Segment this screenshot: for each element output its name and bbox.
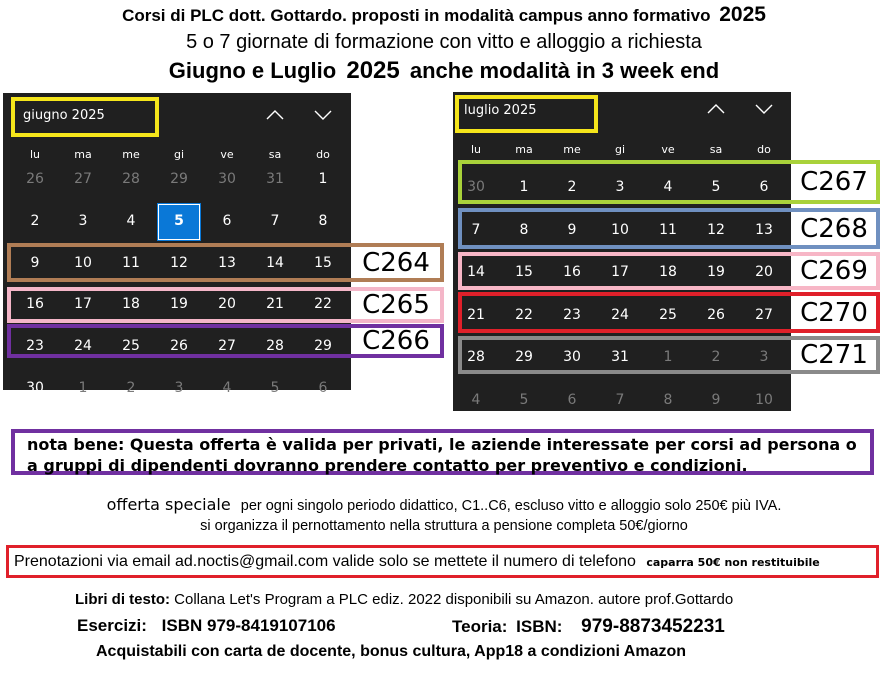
course-label-C271: C271: [792, 340, 876, 370]
calendar-day[interactable]: 27: [755, 306, 773, 323]
esercizi-isbn: ISBN 979-8419107106: [161, 616, 336, 635]
calendar-day[interactable]: 6: [759, 179, 769, 195]
calendar-day[interactable]: 10: [755, 391, 773, 408]
calendar-day[interactable]: 24: [74, 338, 92, 355]
header-line-3-a: Giugno e Luglio: [168, 58, 337, 83]
teoria-line: [452, 616, 725, 638]
calendar-day[interactable]: 9: [30, 254, 40, 271]
calendar-day[interactable]: 25: [659, 306, 677, 323]
calendar-day[interactable]: 12: [170, 254, 188, 271]
weekday-ve: ve: [220, 148, 234, 161]
calendar-day[interactable]: 13: [755, 221, 773, 238]
calendar-day[interactable]: 1: [78, 380, 88, 396]
prenotazioni-text: Prenotazioni via email ad.noctis@gmail.com valide solo se mettete il numero di telefono: [14, 553, 636, 570]
calendar-day[interactable]: 8: [663, 391, 673, 408]
header-line-1: [0, 3, 888, 27]
calendar-day[interactable]: 15: [314, 254, 332, 271]
weekday-gi: gi: [173, 148, 185, 161]
caparra-note: caparra 50€ non restituibile: [646, 556, 820, 569]
month-label-july[interactable]: luglio 2025: [464, 103, 537, 118]
nota-bene-box: nota bene: Questa offerta è valida per privati, le aziende interessate per corsi ad persona o a gruppi di dipendenti dovranno prendere contatto per preventivo e condizioni.: [11, 429, 874, 475]
calendar-day[interactable]: 23: [563, 306, 581, 323]
calendar-day[interactable]: 23: [26, 338, 44, 355]
calendar-day[interactable]: 26: [26, 171, 44, 187]
purchase-line: Acquistabili con carta de docente, bonus cultura, App18 a condizioni Amazon: [96, 643, 687, 660]
offer-line-2: si organizza il pernottamento nella struttura a pensione completa 50€/giorno: [200, 518, 688, 534]
weekday-me: me: [122, 148, 140, 161]
weekday-gi: gi: [614, 143, 626, 156]
calendar-day[interactable]: 5: [270, 380, 280, 396]
course-label-C265: C265: [352, 291, 440, 319]
calendar-day[interactable]: 25: [122, 338, 140, 355]
calendar-day[interactable]: 31: [266, 171, 284, 187]
calendar-day[interactable]: 26: [170, 338, 188, 355]
calendar-day[interactable]: 28: [122, 171, 140, 187]
calendar-day[interactable]: 29: [170, 171, 188, 187]
calendar-day[interactable]: 1: [663, 349, 673, 365]
calendar-day[interactable]: 29: [314, 338, 332, 355]
calendar-day[interactable]: 22: [314, 296, 332, 313]
calendar-day[interactable]: 16: [26, 296, 44, 313]
esercizi-line: [77, 616, 336, 636]
offer-title: offerta speciale: [106, 495, 231, 514]
weekday-sa: sa: [709, 143, 723, 156]
calendar-day[interactable]: 9: [567, 221, 577, 238]
calendar-day[interactable]: 27: [74, 171, 92, 187]
calendar-day[interactable]: 10: [611, 221, 629, 238]
weekday-do: do: [316, 148, 330, 161]
calendar-day[interactable]: 26: [707, 306, 725, 323]
weekday-ma: ma: [74, 148, 92, 161]
esercizi-label: Esercizi:: [77, 616, 147, 635]
calendar-day[interactable]: 4: [471, 391, 481, 408]
calendar-day[interactable]: 4: [222, 380, 232, 396]
calendar-day[interactable]: 17: [74, 296, 92, 313]
teoria-isbn-label: ISBN:: [516, 617, 563, 636]
calendar-day[interactable]: 2: [126, 380, 136, 396]
calendar-day[interactable]: 12: [707, 221, 725, 238]
weekday-lu: lu: [29, 148, 41, 161]
calendar-day[interactable]: 19: [170, 296, 188, 313]
header-line-3: [0, 57, 888, 85]
calendar-day[interactable]: 5: [711, 179, 721, 195]
calendar-day[interactable]: 2: [567, 179, 577, 195]
calendar-day[interactable]: 3: [78, 212, 88, 229]
chevron-up-icon[interactable]: [264, 107, 286, 123]
chevron-up-icon[interactable]: [705, 101, 727, 117]
calendar-day[interactable]: 6: [567, 391, 577, 408]
calendar-day[interactable]: 14: [266, 254, 284, 271]
month-label-june[interactable]: giugno 2025: [23, 108, 105, 123]
calendar-day[interactable]: 24: [611, 306, 629, 323]
calendar-day[interactable]: 14: [467, 264, 485, 280]
books-label: Libri di testo:: [75, 591, 170, 608]
calendar-day[interactable]: 17: [611, 264, 629, 280]
calendar-day[interactable]: 4: [126, 212, 136, 229]
calendar-day[interactable]: 16: [563, 264, 581, 280]
calendar-day[interactable]: 1: [519, 179, 529, 195]
chevron-down-icon[interactable]: [753, 101, 775, 117]
weekday-me: me: [563, 143, 581, 156]
course-label-C268: C268: [792, 212, 876, 245]
calendar-day[interactable]: 21: [266, 296, 284, 313]
calendar-day[interactable]: 28: [266, 338, 284, 355]
calendar-day[interactable]: 11: [122, 254, 140, 271]
weekday-sa: sa: [268, 148, 282, 161]
calendar-day[interactable]: 1: [318, 171, 328, 187]
calendar-day[interactable]: 3: [759, 349, 769, 365]
calendar-day[interactable]: 6: [222, 212, 232, 229]
calendar-day[interactable]: 30: [26, 380, 44, 396]
offer-line-1: [0, 495, 888, 514]
calendar-day[interactable]: 20: [755, 264, 773, 280]
calendar-day[interactable]: 18: [122, 296, 140, 313]
calendar-day[interactable]: 10: [74, 254, 92, 271]
weekday-ve: ve: [661, 143, 675, 156]
calendar-day[interactable]: 2: [711, 349, 721, 365]
weekday-do: do: [757, 143, 771, 156]
calendar-day[interactable]: 3: [174, 380, 184, 396]
header-line-3-b: anche modalità in 3 week end: [409, 58, 720, 83]
calendar-day[interactable]: 21: [467, 306, 485, 323]
calendar-day[interactable]: 22: [515, 306, 533, 323]
books-line: [75, 591, 733, 608]
calendar-day[interactable]: 28: [467, 349, 485, 365]
calendar-day[interactable]: 31: [611, 349, 629, 365]
calendar-day[interactable]: 2: [30, 212, 40, 229]
calendar-day[interactable]: 9: [711, 391, 721, 408]
chevron-down-icon[interactable]: [312, 107, 334, 123]
calendar-day[interactable]: 3: [615, 179, 625, 195]
course-label-C266: C266: [352, 328, 440, 354]
teoria-isbn: 979-8873452231: [581, 616, 725, 637]
calendar-day[interactable]: 29: [515, 349, 533, 365]
calendar-day[interactable]: 30: [563, 349, 581, 365]
weekday-ma: ma: [515, 143, 533, 156]
books-text: Collana Let's Program a PLC ediz. 2022 disponibili su Amazon. autore prof.Gottardo: [174, 591, 734, 608]
calendar-day[interactable]: 27: [218, 338, 236, 355]
offer-text-1: per ogni singolo periodo didattico, C1..C6, escluso vitto e alloggio solo 250€ più IVA.: [240, 498, 782, 514]
course-label-C267: C267: [792, 164, 876, 200]
header-line-1-text: Corsi di PLC dott. Gottardo. proposti in modalità campus anno formativo: [122, 6, 711, 25]
calendar-day[interactable]: 20: [218, 296, 236, 313]
calendar-day[interactable]: 15: [515, 264, 533, 280]
calendar-day[interactable]: 7: [270, 212, 280, 229]
header-line-1-year: 2025: [719, 3, 766, 26]
header-line-2: 5 o 7 giornate di formazione con vitto e alloggio a richiesta: [186, 31, 702, 53]
course-label-C270: C270: [792, 296, 876, 329]
calendar-day[interactable]: 5: [174, 212, 184, 229]
calendar-day[interactable]: 13: [218, 254, 236, 271]
calendar-day[interactable]: 4: [663, 179, 673, 195]
calendar-day[interactable]: 8: [318, 212, 328, 229]
calendar-day[interactable]: 11: [659, 221, 677, 238]
course-label-C264: C264: [352, 247, 440, 278]
calendar-day[interactable]: 8: [519, 221, 529, 238]
header-line-3-year: 2025: [346, 57, 400, 84]
weekday-lu: lu: [470, 143, 482, 156]
calendar-day[interactable]: 30: [467, 179, 485, 195]
prenotazioni-box: [6, 545, 879, 578]
calendar-day[interactable]: 7: [471, 221, 481, 238]
teoria-label: Teoria:: [452, 617, 508, 636]
calendar-day[interactable]: 30: [218, 171, 236, 187]
calendar-day[interactable]: 19: [707, 264, 725, 280]
calendar-day[interactable]: 18: [659, 264, 677, 280]
calendar-day[interactable]: 7: [615, 391, 625, 408]
course-label-C269: C269: [792, 256, 876, 286]
calendar-day[interactable]: 6: [318, 380, 328, 396]
calendar-day[interactable]: 5: [519, 391, 529, 408]
